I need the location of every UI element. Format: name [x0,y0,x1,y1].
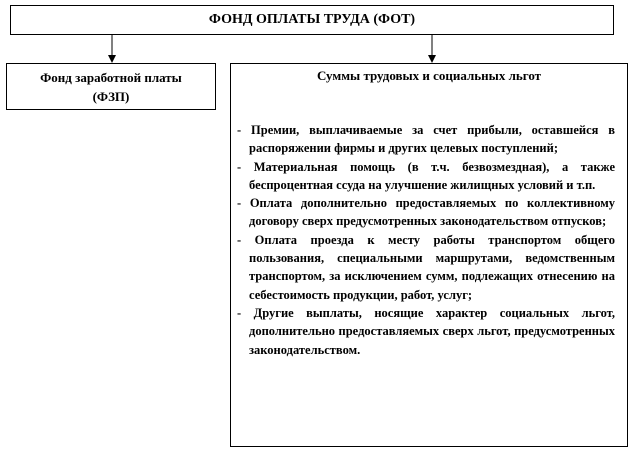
benefits-title: Суммы трудовых и социальных льгот [316,68,542,83]
fzp-box [6,63,216,110]
list-item: - Премии, выплачиваемые за счет прибыли, оставшейся в распоряжении фирмы и других целевых поступлений; [237,123,615,156]
fzp-title: Фонд заработной платы [40,69,182,85]
arrow-head-right [428,55,436,63]
fot-title: ФОНД ОПЛАТЫ ТРУДА (ФОТ) [208,12,416,27]
benefits-list [237,121,615,359]
arrow-head-left [108,55,116,63]
list-item: - Другие выплаты, носящие характер социальных льгот, дополнительно предоставляемых сверх льгот, предусмотренных законодательством. [237,305,615,357]
list-item: - Оплата проезда к месту работы транспортом общего пользования, специальными маршрутами, ведомственным транспортом, за исключением сумм, подлежащих отнесению на себестоимость продукции, работ, услуг; [237,232,615,302]
list-item: - Оплата дополнительно предоставляемых по коллективному договору сверх предусмотренных законодательством отпусков; [237,196,615,229]
list-item: - Материальная помощь (в т.ч. безвозмездная), а также беспроцентная ссуда на улучшение жилищных условий и т.п. [237,159,615,192]
fzp-abbreviation: (ФЗП) [92,88,130,104]
benefits-box [230,63,628,447]
fot-box [10,5,614,35]
